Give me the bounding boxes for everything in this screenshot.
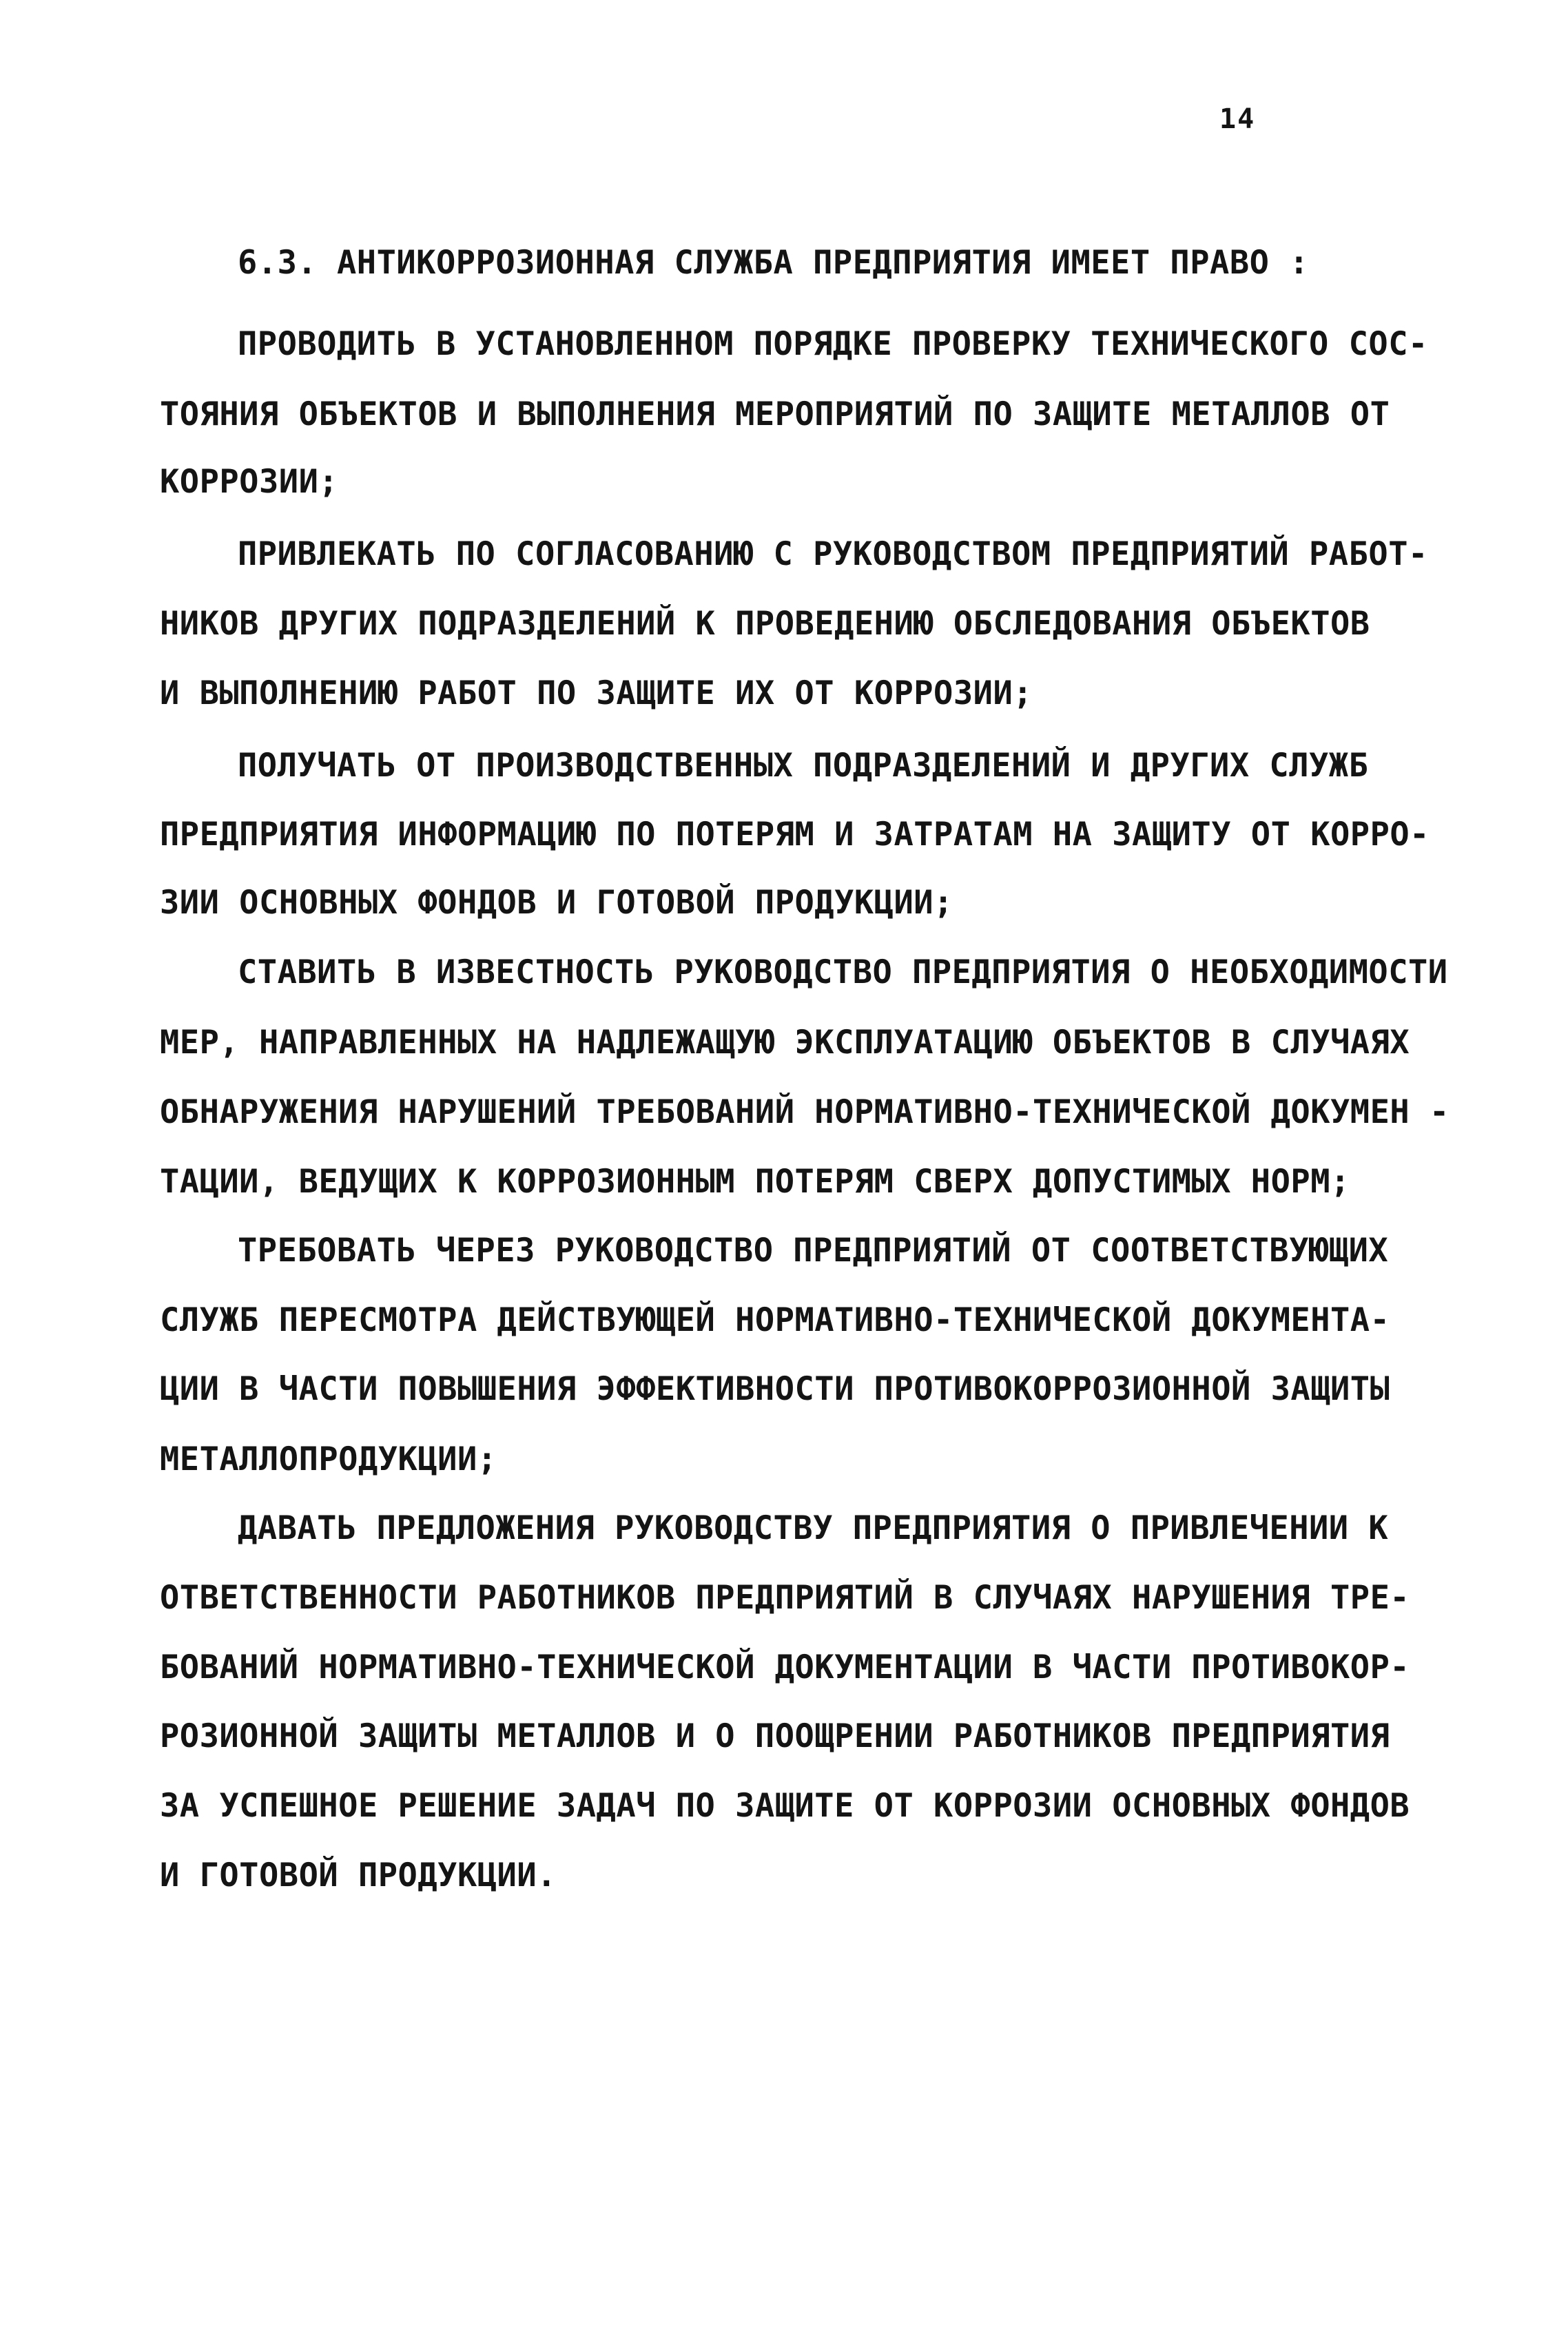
text-line: ОТВЕТСТВЕННОСТИ РАБОТНИКОВ ПРЕДПРИЯТИЙ В СЛУЧАЯХ НАРУШЕНИЯ ТРЕ- xyxy=(160,1579,1410,1617)
text-line: ПРИВЛЕКАТЬ ПО СОГЛАСОВАНИЮ С РУКОВОДСТВОМ ПРЕДПРИЯТИЙ РАБОТ- xyxy=(238,535,1428,573)
text-line: НИКОВ ДРУГИХ ПОДРАЗДЕЛЕНИЙ К ПРОВЕДЕНИЮ ОБСЛЕДОВАНИЯ ОБЪЕКТОВ xyxy=(160,605,1370,643)
text-line: ОБНАРУЖЕНИЯ НАРУШЕНИЙ ТРЕБОВАНИЙ НОРМАТИВНО-ТЕХНИЧЕСКОЙ ДОКУМЕН - xyxy=(160,1093,1450,1131)
text-line: ЗА УСПЕШНОЕ РЕШЕНИЕ ЗАДАЧ ПО ЗАЩИТЕ ОТ КОРРОЗИИ ОСНОВНЫХ ФОНДОВ xyxy=(160,1787,1410,1825)
text-line: РОЗИОННОЙ ЗАЩИТЫ МЕТАЛЛОВ И О ПООЩРЕНИИ РАБОТНИКОВ ПРЕДПРИЯТИЯ xyxy=(160,1717,1390,1755)
text-line: СЛУЖБ ПЕРЕСМОТРА ДЕЙСТВУЮЩЕЙ НОРМАТИВНО-ТЕХНИЧЕСКОЙ ДОКУМЕНТА- xyxy=(160,1301,1390,1339)
text-line: БОВАНИЙ НОРМАТИВНО-ТЕХНИЧЕСКОЙ ДОКУМЕНТАЦИИ В ЧАСТИ ПРОТИВОКОР- xyxy=(160,1648,1410,1686)
text-line: ПОЛУЧАТЬ ОТ ПРОИЗВОДСТВЕННЫХ ПОДРАЗДЕЛЕНИЙ И ДРУГИХ СЛУЖБ xyxy=(238,747,1369,785)
text-line: И ВЫПОЛНЕНИЮ РАБОТ ПО ЗАЩИТЕ ИХ ОТ КОРРОЗИИ; xyxy=(160,674,1033,712)
text-line: ДАВАТЬ ПРЕДЛОЖЕНИЯ РУКОВОДСТВУ ПРЕДПРИЯТИЯ О ПРИВЛЕЧЕНИИ К xyxy=(238,1509,1389,1547)
text-line: И ГОТОВОЙ ПРОДУКЦИИ. xyxy=(160,1857,557,1894)
text-line: ПРЕДПРИЯТИЯ ИНФОРМАЦИЮ ПО ПОТЕРЯМ И ЗАТРАТАМ НА ЗАЩИТУ ОТ КОРРО- xyxy=(160,816,1430,854)
text-line: ЗИИ ОСНОВНЫХ ФОНДОВ И ГОТОВОЙ ПРОДУКЦИИ; xyxy=(160,884,953,922)
text-line: КОРРОЗИИ; xyxy=(160,463,339,501)
text-line: СТАВИТЬ В ИЗВЕСТНОСТЬ РУКОВОДСТВО ПРЕДПРИЯТИЯ О НЕОБХОДИМОСТИ xyxy=(238,953,1448,991)
section-heading: 6.3. АНТИКОРРОЗИОННАЯ СЛУЖБА ПРЕДПРИЯТИЯ ИМЕЕТ ПРАВО : xyxy=(238,244,1310,282)
text-line: ТОЯНИЯ ОБЪЕКТОВ И ВЫПОЛНЕНИЯ МЕРОПРИЯТИЙ ПО ЗАЩИТЕ МЕТАЛЛОВ ОТ xyxy=(160,395,1390,433)
text-line: МЕР, НАПРАВЛЕННЫХ НА НАДЛЕЖАЩУЮ ЭКСПЛУАТАЦИЮ ОБЪЕКТОВ В СЛУЧАЯХ xyxy=(160,1024,1410,1062)
text-line: ПРОВОДИТЬ В УСТАНОВЛЕННОМ ПОРЯДКЕ ПРОВЕРКУ ТЕХНИЧЕСКОГО СОС- xyxy=(238,325,1428,363)
text-line: ЦИИ В ЧАСТИ ПОВЫШЕНИЯ ЭФФЕКТИВНОСТИ ПРОТИВОКОРРОЗИОННОЙ ЗАЩИТЫ xyxy=(160,1370,1390,1408)
text-line: ТАЦИИ, ВЕДУЩИХ К КОРРОЗИОННЫМ ПОТЕРЯМ СВЕРХ ДОПУСТИМЫХ НОРМ; xyxy=(160,1163,1350,1201)
text-line: МЕТАЛЛОПРОДУКЦИИ; xyxy=(160,1440,497,1478)
page-number: 14 xyxy=(1219,103,1256,135)
text-line: ТРЕБОВАТЬ ЧЕРЕЗ РУКОВОДСТВО ПРЕДПРИЯТИЙ ОТ СООТВЕТСТВУЮЩИХ xyxy=(238,1232,1389,1270)
